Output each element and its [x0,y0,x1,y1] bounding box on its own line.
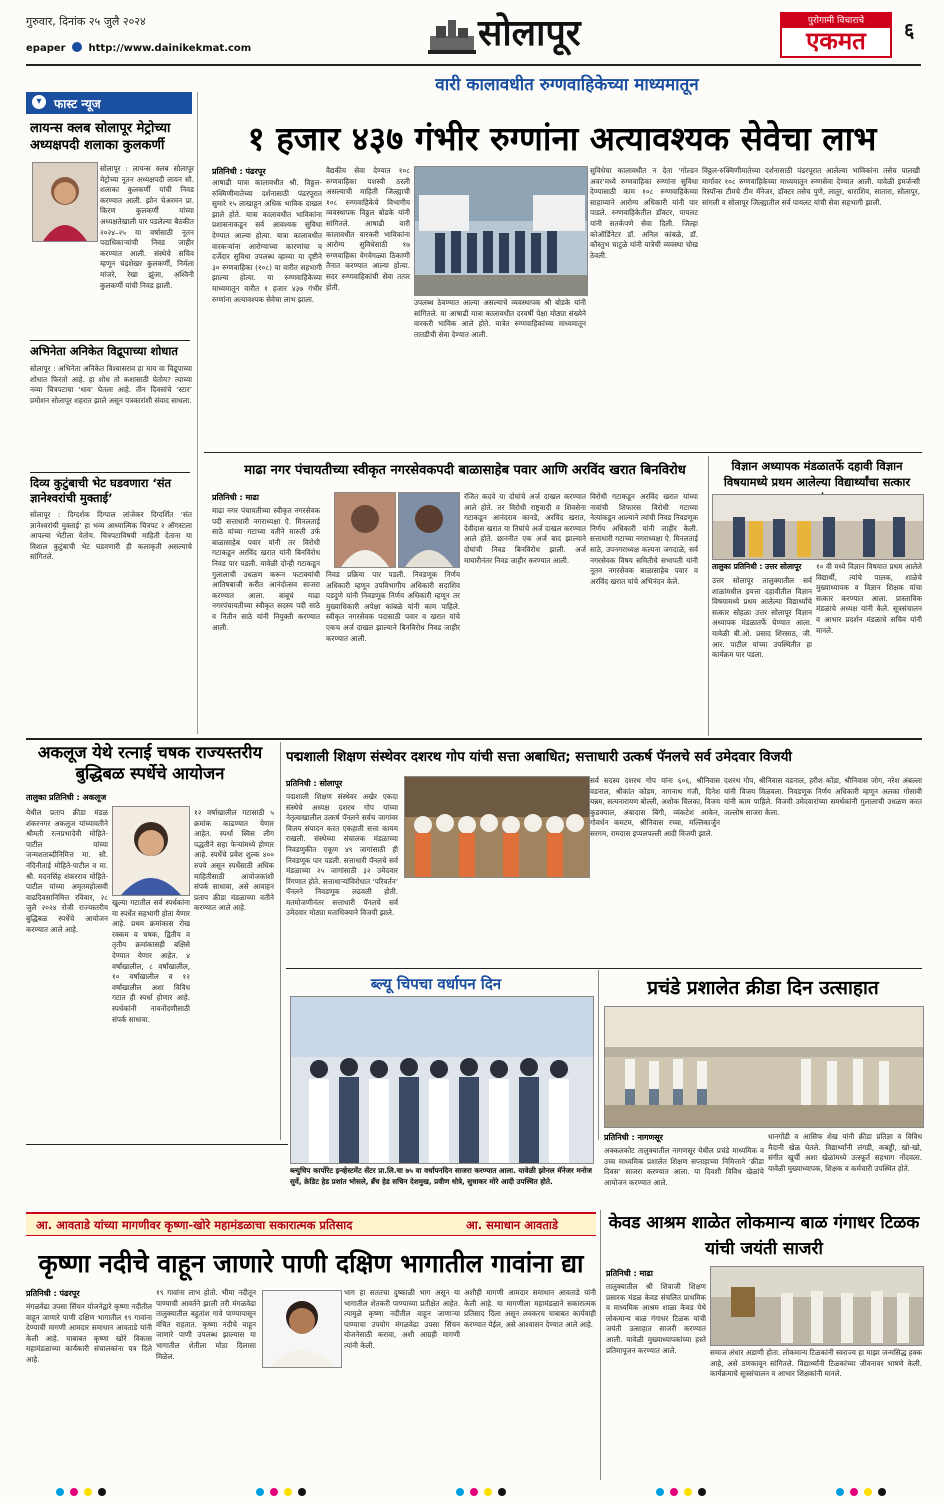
globe-icon [72,42,82,52]
shikshan-col-3: सर्व सदस्य दशरथ गोप यांना ६०६, श्रीनिवास वडनाल, श्रीकांत कोडम, नागनाथ गंजी, दिनेश यन्नम, सत्यनारायण बोल्ली, अशोक चिलका, विजय कुडक्याल, अंबादास बिंगी, व्यंकटेश आकेन, गोवर्धन कमटम, श्रीनिवास रच्चा, मल्लिकार्जुन सरगम, रामदास इप्पलपल्ली आदी विजयी झाले. [590,776,720,838]
website-link[interactable]: http://www.dainikekmat.com [88,43,252,54]
person-portrait-icon [33,163,97,241]
blue-chip-caption: ब्ल्युचिप कार्पोरेट इन्व्हेस्टमेंट सेंटर प्रा.लि.चा ७५ वा वर्धापनदिन साजरा करण्यात आला. यावेळी झोनल मॅनेजर मनोज सुर्वे, क्रेडिट हेड प्रशांत भोसले, ब्रँच हेड सचिन देशमुख, प्रवीण धोत्रे, सुधाकर मोरे आदी उपस्थित होते. [290,1166,592,1186]
group-photo-icon [291,997,593,1163]
person-portrait-icon [399,493,459,567]
sports-day-headline: प्रचंडे प्रशालेत क्रीडा दिन उत्साहात [647,977,879,999]
brand-tagline: पुरोगामी विचाराचे [782,14,890,28]
epaper-line [26,42,251,54]
victory-celebration-photo-icon [405,777,589,877]
ambulance-group-photo-icon [415,167,587,295]
lead-col-5: विठ्ठल-रुक्मिणीमातेच्या दर्शनासाठी पंढरपूरात आलेल्या भाविकांना तसेच पालखी मार्गावर १०८ रुग्णवाहिकेच्या माध्यमातून रुग्णसेवा देण्यात आली. यावेळी इमर्जन्सी रिस्पॉन्स टीमचे टीम मॅनेजर, डॉक्टर तसेच पुणे, लातूर, धाराशिव, सातारा, सोलापूर, सांगली व सोलापूर जिल्ह्यातील सर्व पायलट यांची सेवा सहभागी झाली. [702,166,920,207]
shikshan-victory-photo [404,776,590,878]
madha-divider [708,456,709,736]
avtade-strap [26,1212,596,1236]
madha-headline: माढा नगर पंचायतीच्या स्वीकृत नगरसेवकपदी बाळासाहेब पवार आणि अरविंद खरात बिनविरोध [244,463,686,478]
fast-news-item2-body: सोलापूर : अभिनेता अनिकेत विश्वासराव हा माय वा विद्रूपाच्या शोधात फिरतो आहे. हा शोध तो कशासाठी घेतोय? त्याच्या नव्या चित्रपटाचा ‘धाव’ घेतला आहे. तीन दिवसांचे ‘स्टार’ प्रमोशन सोलापूर शहरात झाले असून पत्रकारांशी संवाद साधला. [30,364,192,405]
avtade-col-2b [262,1370,340,1472]
madha-col-1: माढा नगर पंचायतीच्या स्वीकृत नगरसेवक पदी सत्ताधारी नगराध्यक्षा ऐ. मिनलताई साठे यांच्या गटाच्या वतीने मारुती उर्फ बाळासाहेब पवार यांनी तर विरोधी गटाकडून अरविंद खरात यांनी बिनविरोध निवड पार पडली. यावेळी दोन्ही गटाकडून गुलालाची उधळण करून फटाक्यांची आतिषबाजी करीत आनंदोत्सव साजरा करण्यात आला. बाबूचं माढा नगरपंचायतीच्या स्वीकृत सदस्य पदी साठे व नितीन साठे यांनी नियुक्ती करण्यात आली. [212,506,320,632]
akluj-col-2: खुल्या गटातील सर्व स्पर्धकांना या स्पर्धेत सहभागी होता येणार आहे. प्रथम क्रमांकास रोख रक्कम व चषक, द्वितीय व तृतीय क्रमांकासही बक्षिसे देण्यात येणार आहेत. ४ वर्षांखालील, ८ वर्षांखालील, १० वर्षांखालील व १२ वर्षांखालील अशा विविध गटात ही स्पर्धा होणार आहे. स्पर्धकांनी नावनोंदणीसाठी संपर्क साधावा. [112,898,190,1024]
kharat-photo [398,492,460,568]
shikshan-bottom-rule [286,968,922,969]
fast-news-header [26,92,192,114]
avtade-col-2: १९ गावांना लाभ होतो. भीमा नदीतून पाण्याची आवर्तने झाली तरी मंगळवेढा तालुक्यातील बहुतांश गावे पाण्यापासून वंचित राहतात. कृष्णा नदीचे वाहून जाणारे पाणी उपलब्ध झाल्यास या भागातील शेतीला मोठा दिलासा मिळेल. [156,1288,256,1361]
sports-day-col-1: अक्कलकोट तालुक्यातील नागणसूर येथील प्रचंडे माध्यमिक व उच्च माध्यमिक प्रशालेत शिक्षण सप्ताहाच्या निमित्ताने ‘क्रीडा दिवस’ साजरा करण्यात आला. या दिवशी विविध खेळांचे आयोजन करण्यात आले. [604,1146,764,1187]
science-col-2: १० वी मध्ये विज्ञान विषयात प्रथम आलेले विद्यार्थी, त्यांचे पालक, शाळेचे मुख्याध्यापक व विज्ञान शिक्षक यांचा सत्कार करण्यात आला. प्रास्ताविक मंडळाचे अध्यक्ष यांनी केले. सूत्रसंचालन व आभार प्रदर्शन मंडळाचे सचिव यांनी मानले. [816,562,922,635]
person-portrait-icon [263,1291,341,1367]
fast-news-item1-body: सोलापूर : लायन्स क्लब सोलापूर मेट्रोच्या नूतन अध्यक्षपदी लायन सौ. शलाका कुलकर्णी यांची निवड करण्यात आली. झोन चेअरमन प्रा. किरण कुलकर्णी यांच्या अध्यक्षतेखाली पार पडलेल्या बैठकीत २०२४–२५ या वर्षासाठी नूतन पदाधिकाऱ्यांची निवड जाहीर करण्यात आली. संस्थेचे सचिव म्हणून चंद्रशेखर कुलकर्णी, निर्मला मांजरे, रेखा झुंजा, अश्विनी कुलकर्णी यांची निवड झाली. [100,164,194,290]
lead-byline: प्रतिनिधी : पंढरपूर [212,167,266,176]
madha-col-2: निवड प्रक्रिया पार पडली. निवडणूक निर्णय अधिकारी म्हणून उपविभागीय अधिकारी सदाशिव पडदुणे यांनी निवडणूक निर्णय अधिकारी म्हणून तर मुख्याधिकारी अपेक्षा कांबळे यांनी काम पाहिले. स्वीकृत नगरसेवक पदासाठी पवार व खरात यांचे एकच अर्ज दाखल झाल्याने बिनविरोध निवड जाहीर करण्यात आली. [326,570,460,643]
lead-col-1: आषाढी यात्रा कालावधीत श्री. विठ्ठल-रुक्मिणीमातेच्या दर्शनासाठी पंढरपूरात सुमारे १५ लाखाहून अधिक भाविक दाखल झाले होते. यात्रा कालावधीत भाविकांना प्रशासनाकडून सर्व आवश्यक सुविधा देण्यात आल्या होत्या. यात्रा कालावधीत वारकऱ्यांना आरोग्याच्या कारणांचा व दर्जेदार सुविधा उपलब्ध व्हाव्या या दृष्टीने ३० रुग्णवाहिका (१०८) या वारीत सहभागी झाल्या होत्या. या रुग्णवाहिकेच्या माध्यमातून वारीत १ हजार ४३७ गंभीर रुग्णांना अत्यावश्यक सेवेचा लाभ झाला. [212,178,322,304]
avtade-col-1: मंगळवेढा उपसा सिंचन योजनेद्वारे कृष्णा नदीतील वाहून जाणारे पाणी दक्षिण भागातील १९ गावांना देण्याची मागणी आमदार समाधान आवताडे यांनी केली आहे. याबाबत कृष्णा खोरे विकास महामंडळाच्या कार्यकारी संचालकांना पत्र दिले आहे. [26,1302,152,1364]
ambulance-photo [414,166,588,296]
city-name: सोलापूर [478,13,581,54]
city-logo [428,18,476,54]
akluj-portrait [112,806,190,896]
chevron-down-icon: ▾ [32,95,46,109]
students-assembly-photo-icon [605,1007,923,1127]
science-col-1: उत्तर सोलापूर तालुक्यातील सर्व शाळांमधील इयत्ता दहावीतील विज्ञान विषयामध्ये प्रथम आलेल्या विद्यार्थ्यांचे सत्कार सोहळा उत्तर सोलापूर विज्ञान अध्यापक मंडळातर्फे घेण्यात आला. यावेळी बी.ओ. प्रसाद शिरसाठ, जी. आर. पाटील यांच्या उपस्थितीत हा कार्यक्रम पार पडला. [712,576,812,660]
blue-chip-headline: ब्ल्यू चिपचा वर्धापन दिन [370,975,502,993]
avtade-portrait [262,1290,342,1368]
shikshan-col-4: दशरथ गोप, श्रीनिवास वडनाल, हरीश कोंडा, श्रीनिवास जोग, नरेश अंबल्ला यांनी विजय मिळवला. निवडणूक निर्णय अधिकारी म्हणून अलका गोसावी यांनी काम पाहिले. विजयी उमेदवारांच्या समर्थकांनी गुलालाची उधळण करत जल्लोष साजरा केला. [724,776,922,817]
science-byline: तालुका प्रतिनिधी : उत्तर सोलापूर [712,562,802,571]
fast-news-item1-body-cont [30,244,190,340]
fast-news-divider-2 [30,472,190,473]
brand-block [780,12,892,58]
lead-bottom-rule [204,452,922,453]
blue-chip-group-photo [290,996,594,1164]
akluj-col-1: येथील प्रताप क्रीडा मंडळ शंकरनगर अकलूज यांच्यावतीने श्रीमती रत्नप्रभादेवी मोहिते-पाटील यांच्या जन्मशताब्दीनिमित्त मा. सौ. नंदिनीताई मोहिते-पाटील व मा. श्री. मदनसिंह शंकरराव मोहिते-पाटील यांच्या अमृतमहोत्सवी वाढदिवसानिमित्त रविवार, २८ जुलै २०२४ रोजी राज्यस्तरीय बुद्धिबळ स्पर्धेचे आयोजन करण्यात आले आहे. [26,808,108,934]
kewad-headline: केवड आश्रम शाळेत लोकमान्य बाळ गंगाधर टिळक यांची जयंती साजरी [608,1213,920,1259]
sports-day-col-2: धानगोंडी व आसिफ शेख यांनी क्रीडा प्रतिज्ञा व विविध मैदानी खेळ घेतले. विद्यार्थ्यांनी लंगडी, कबड्डी, खो-खो, संगीत खुर्ची अशा खेळांमध्ये उत्स्फूर्त सहभाग नोंदवला. यावेळी मुख्याध्यापक, शिक्षक व कर्मचारी उपस्थित होते. [768,1132,922,1173]
fast-news-divider-1 [30,340,190,341]
fast-news-item3-headline: दिव्य कुटुंबाची भेट घडवणारा ‘संत ज्ञानेश्वरांची मुक्ताई’ [30,476,172,505]
lead-col-3: उपलब्ध ठेवण्यात आल्या असल्याचे व्यवस्थापक श्री बोडके यांनी सांगितले. या आषाढी यात्रा कालावधीत दरवर्षी पेक्षा मोठ्या संख्येने वारकरी भाविक आले होते. यात्रेत रुग्णवाहिकांच्या माध्यमातून तातडीची सेवा देण्यात आली. [414,298,586,339]
lead-col-2: वैद्यकीय सेवा देण्यात १०८ रुग्णवाहिका यशस्वी ठरली असल्याची माहिती जिल्ह्याची १०८ रुग्णवाहिकेचे विभागीय व्यवस्थापक विठ्ठल बोडके यांनी सांगितले. आषाढी वारी कालावधीत वारकरी भाविकांना आरोग्य सुविधेसाठी १७ रुग्णवाहिका वेगवेगळ्या ठिकाणी तैनात करण्यात आल्या होत्या. सदर रुग्णवाहिकांची सेवा तत्पर होती. [326,166,410,292]
color-registration-icon [0,1485,945,1499]
ceremony-photo-icon [711,1267,923,1345]
shikshan-byline: प्रतिनिधी : सोलापूर [286,779,343,788]
city-skyline-icon [428,18,476,54]
shikshan-headline: पद्मशाली शिक्षण संस्थेवर दशरथ गोप यांची सत्ता अबाधित; सत्ताधारी उत्कर्ष पॅनलचे सर्व उमेदवार विजयी [286,749,792,765]
madha-byline: प्रतिनिधी : माढा [212,493,259,502]
fast-news-item2-headline: अभिनेता अनिकेत विद्रूपाच्या शोधात [30,344,178,358]
fast-news-sidebar [26,92,198,734]
avtade-byline: प्रतिनिधी : पंढरपूर [26,1289,80,1298]
shikshan-col-1: पद्मशाली शिक्षण संस्थेवर अखेर एकदा संस्थेचे अध्यक्ष दशरथ गोप यांच्या नेतृत्वाखालील उत्कर्ष पॅनलने सर्वच जागांवर विजय संपादन करत एकहाती सत्ता कायम राखली. संस्थेच्या संचालक मंडळाच्या निवडणुकीत एकूण ४९ जागांसाठी ही निवडणूक पार पडली. सत्ताधारी पॅनलचे सर्व [286,792,398,865]
shikshan-col-2: मंडळाच्या २५ जागांसाठी ३२ उमेदवार रिंगणात होते. सत्ताधाऱ्यांविरोधात ‘परिवर्तन’ पॅनलने निवडणूक लढवली होती. मतमोजणीनंतर सत्ताधारी पॅनलचे सर्व उमेदवार मोठ्या मताधिक्याने विजयी झाले. [286,866,398,918]
madha-col-4: विरोधी गटाकडून अरविंद खरात यांच्या नावांची शिफारस विरोधी गटाच्या नेत्यांकडून आल्याने त्यांची निवड निवडणूक निर्णय अधिकारी यांनी जाहीर केली. सत्ताधारी गटाच्या नगराध्यक्षा ऐ. मिनलताई साठे, उपनगराध्यक्ष कल्पना जगदाळे, सर्व नगरसेवक विषय समितीचे सभापती यांनी नूतन नगरसेवक बाळासाहेब पवार व अरविंद खरात यांचे अभिनंदन केले. [590,492,698,586]
mid-rule-1 [26,738,922,740]
madha-col-3: रंजित कदवे या दोघांचे अर्ज दाखल करण्यात आले होते. तर विरोधी राष्ट्रवादी व शिवसेना गटाकडून आनंदराव कानडे, अरविंद खरात, देवीदास खरात या तिघांचे अर्ज दाखल करण्यात आले होते. छाननीत एक अर्ज बाद झाल्याने दोघांची निवड बिनविरोध झाली. अर्ज माघारीनंतर निवड जाहीर करण्यात आली. [464,492,586,565]
epaper-label: epaper [26,43,66,54]
avtade-col-4: अशीही मागणी आमदार समाधान आवताडे यांनी केली आहे. या मागणीला महामंडळाने सकारात्मक प्रतिसाद दिला असून लवकरच याबाबत कार्यवाही करण्यात येईल, असे आश्वासन देण्यात आले आहे. [464,1288,596,1329]
pawar-photo [334,492,396,568]
kewad-col-1: तालुक्यातील श्री शिवाजी शिक्षण प्रसारक मंडळ केवड संचलित प्राथमिक व माध्यमिक आश्रम शाळा केवड येथे लोकमान्य बाळ गंगाधर टिळक यांची जयंती उत्साहात साजरी करण्यात आली. यावेळी मुख्याध्यापकांच्या हस्ते प्रतिमापूजन करण्यात आले. [606,1282,706,1355]
kewad-byline: प्रतिनिधी : माढा [606,1269,653,1278]
avtade-divider [600,1210,601,1480]
lead-kicker: वारी कालावधीत रुग्णवाहिकेच्या माध्यमातून [435,75,699,95]
registration-marks-bottom [0,1484,945,1498]
avtade-strap-name: आ. समाधान आवताडे [466,1218,559,1232]
kewad-col-2: समाज अंधार अडाणी होता. लोकमान्य टिळकांनी स्वराज्य हा माझा जन्मसिद्ध हक्क आहे, असे ठणकावून सांगितले. विद्यार्थ्यांनी टिळकांच्या जीवनावर भाषणे केली. कार्यक्रमाचे सूत्रसंचालन व आभार शिक्षकांनी मानले. [710,1348,922,1379]
person-portrait-icon [335,493,395,567]
avtade-col-3: भाग हा सततचा दुष्काळी भाग असून या भागातील शेतकरी पाण्याच्या प्रतीक्षेत आहेत. त्यामुळे कृष्णा नदीतील वाहून जाणाऱ्या पाण्याचा उपयोग मंगळवेढा उपसा सिंचन योजनेसाठी करावा, अशी आग्रही मागणी त्यांनी केली. [344,1288,460,1350]
avtade-headline: कृष्णा नदीचे वाहून जाणारे पाणी दक्षिण भागातील गावांना द्या [38,1249,584,1278]
brand-name: एकमत [806,27,866,55]
sports-day-photo [604,1006,924,1128]
science-headline: विज्ञान अध्यापक मंडळातर्फे दहावी विज्ञान विषयामध्ये प्रथम आलेल्या विद्यार्थ्यांचा सत्कार [723,459,911,489]
person-portrait-icon [113,807,189,895]
akluj-headline: अकलूज येथे रत्नाई चषक राज्यस्तरीय बुद्धिबळ स्पर्धेचे आयोजन [37,743,263,783]
avtade-strap-text: आ. आवताडे यांच्या मागणीवर कृष्णा-खोरे महामंडळाचा सकारात्मक प्रतिसाद [36,1218,353,1232]
kulkarni-photo [32,162,98,242]
kewad-ceremony-photo [710,1266,924,1346]
page-number: ६ [904,18,915,42]
mid-rule-2 [26,1144,288,1145]
fast-news-item1-headline: लायन्स क्लब सोलापूर मेट्रोच्या अध्यक्षपदी शलाका कुलकर्णी [30,121,171,153]
lead-col-4: सुविधेचा कालावधीत न देता ‘गोल्डन अवर’मध्ये रुग्णवाहिका रुग्णांना सुविधा देण्यासाठी काम १०८ रुग्णवाहिकेच्या साहाय्याने आरोग्य अधिकारी यांनी पार पाडले. रुग्णवाहिकेतील डॉक्टर, पायलट यांनी सतर्कपणे सेवा दिली. जिल्हा कोऑर्डिनेटर डॉ. अनिल कांबळे, डॉ. कौस्तुभ चाटुळे यांनी यात्रेची व्यवस्था चोख ठेवली. [590,166,698,260]
date-line: गुरुवार, दिनांक २५ जुलै २०२४ [26,15,146,28]
akluj-divider [280,742,281,1140]
fast-news-item3-body: सोलापूर : दिग्दर्शक दिग्पाल लांजेकर दिग्दर्शित ‘संत ज्ञानेश्वरांची मुक्ताई’ हा भव्य आध्यात्मिक चित्रपट २ ऑगस्टला आपल्या भेटीला येतोय. चित्रपटाविषयी माहिती देताना या विशाल कुटुंबाची भेट घडवणारी ही कलाकृती असल्याचे सांगितले. [30,510,192,562]
akluj-byline: तालुका प्रतिनिधी : अकलूज [26,793,107,802]
science-felicitation-photo [712,494,924,560]
fast-news-label: फास्ट न्यूज [54,97,101,111]
header-divider [26,64,921,66]
felicitation-photo-icon [713,495,923,559]
akluj-col-3: १२ वर्षाखालील गटासाठी ५ क्रमांक काढण्यात येणार आहेत. स्पर्धा स्विस लीग पद्धतीने सहा फेऱ्यांमध्ये होणार आहे. स्पर्धेचे प्रवेश शुल्क ४०० रुपये असून स्पर्धेसाठी अधिक माहितीसाठी आयोजकांशी संपर्क साधावा, असे आवाहन प्रताप क्रीडा मंडळाच्या वतीने करण्यात आले आहे. [194,808,274,913]
masthead [0,0,945,66]
lead-headline: १ हजार ४३७ गंभीर रुग्णांना अत्यावश्यक सेवेचा लाभ [247,119,877,158]
sports-day-byline: प्रतिनिधी : नागणसूर [604,1133,663,1142]
blue-chip-divider [598,970,599,1140]
